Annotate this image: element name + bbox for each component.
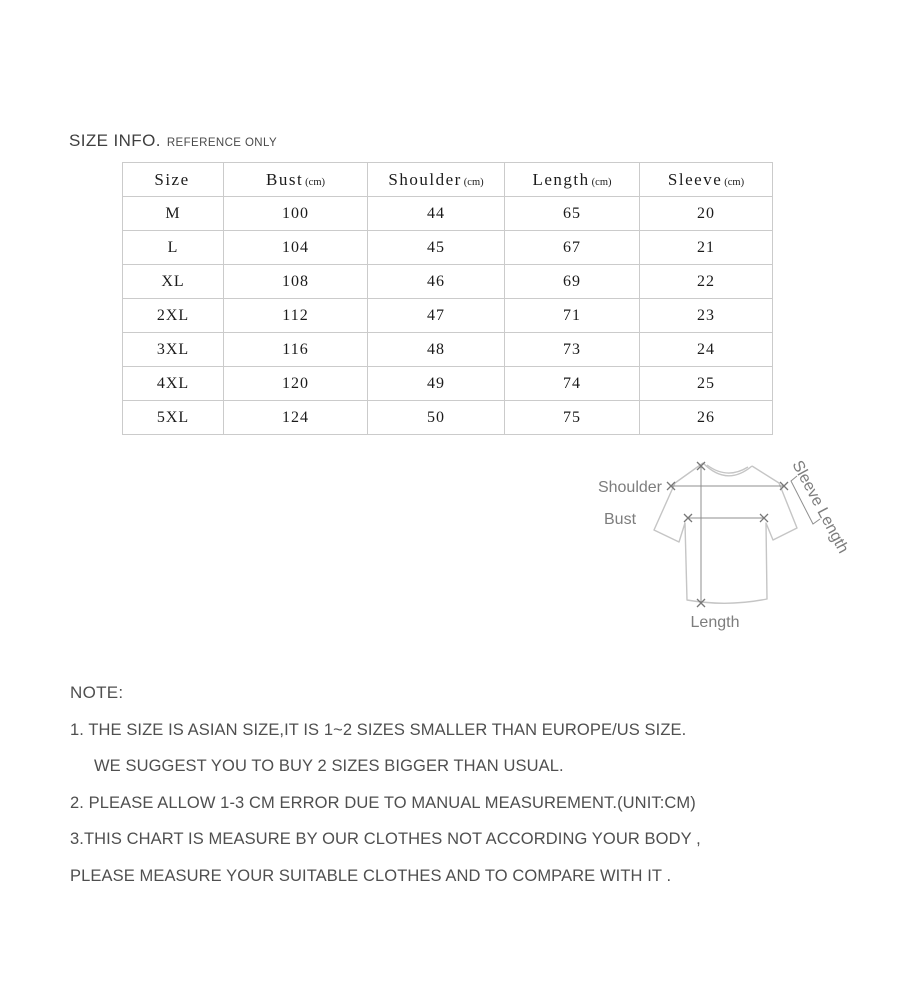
cell-bust: 116 (224, 333, 368, 367)
bust-label: Bust (604, 511, 637, 528)
cell-length: 65 (505, 197, 640, 231)
tshirt-outline-icon (654, 463, 797, 603)
cell-length: 71 (505, 299, 640, 333)
cell-shoulder: 48 (368, 333, 505, 367)
table-row (123, 333, 773, 367)
page-title (69, 131, 277, 151)
shoulder-label: Shoulder (597, 479, 662, 496)
cell-sleeve: 25 (640, 367, 773, 401)
table-row (123, 197, 773, 231)
note-line-1: 1. THE SIZE IS ASIAN SIZE,IT IS 1~2 SIZES SMALLER THAN EUROPE/US SIZE. (70, 721, 687, 739)
table-row (123, 299, 773, 333)
cell-bust: 124 (224, 401, 368, 435)
cell-bust: 104 (224, 231, 368, 265)
cell-sleeve: 20 (640, 197, 773, 231)
col-unit: (cm) (724, 176, 745, 188)
cell-sleeve: 26 (640, 401, 773, 435)
cell-bust: 112 (224, 299, 368, 333)
cell-length: 73 (505, 333, 640, 367)
cell-shoulder: 45 (368, 231, 505, 265)
col-unit: (cm) (463, 176, 484, 188)
cell-shoulder: 44 (368, 197, 505, 231)
cell-bust: 100 (224, 197, 368, 231)
col-label: Size (154, 169, 190, 189)
note-line-3: 2. PLEASE ALLOW 1-3 CM ERROR DUE TO MANUAL MEASUREMENT.(UNIT:CM) (70, 793, 696, 812)
cell-sleeve: 23 (640, 299, 773, 333)
cell-length: 69 (505, 265, 640, 299)
col-label: Length (532, 169, 590, 189)
table-row (123, 265, 773, 299)
cell-length: 74 (505, 367, 640, 401)
cell-length: 75 (505, 401, 640, 435)
note-line-2: WE SUGGEST YOU TO BUY 2 SIZES BIGGER THAN USUAL. (94, 757, 564, 776)
col-label: Bust (265, 169, 304, 189)
col-header-sleeve (640, 163, 773, 197)
size-table (122, 162, 773, 435)
cell-sleeve: 22 (640, 265, 773, 299)
table-header-row (123, 163, 773, 197)
cell-shoulder: 49 (368, 367, 505, 401)
cell-size-label: L (123, 231, 224, 265)
cell-size-label: 2XL (123, 299, 224, 333)
col-unit: (cm) (305, 176, 325, 188)
length-label: Length (690, 614, 740, 631)
col-label: Shoulder (388, 169, 462, 189)
title-text: SIZE INFO. (69, 131, 161, 150)
notes-heading: NOTE: (70, 683, 124, 702)
cell-size-label: 3XL (123, 333, 224, 367)
note-line-4: 3.THIS CHART IS MEASURE BY OUR CLOTHES NOT ACCORDING YOUR BODY , (70, 830, 701, 849)
cell-shoulder: 47 (368, 299, 505, 333)
table-row (123, 231, 773, 265)
note-line-5: PLEASE MEASURE YOUR SUITABLE CLOTHES AND TO COMPARE WITH IT . (70, 866, 672, 885)
col-header-shoulder (368, 163, 505, 197)
cell-size-label: 5XL (123, 401, 224, 435)
col-header-length (505, 163, 640, 197)
col-unit: (cm) (591, 176, 612, 188)
cell-shoulder: 46 (368, 265, 505, 299)
cell-bust: 120 (224, 367, 368, 401)
table-row (123, 401, 773, 435)
col-label: Sleeve (667, 169, 723, 189)
title-subtitle: REFERENCE ONLY (166, 137, 278, 149)
cell-size-label: XL (123, 265, 224, 299)
cell-bust: 108 (224, 265, 368, 299)
table-row (123, 367, 773, 401)
col-header-bust (224, 163, 368, 197)
cell-shoulder: 50 (368, 401, 505, 435)
measurement-lines (671, 466, 820, 603)
cell-size-label: M (123, 197, 224, 231)
notes-section (70, 674, 885, 894)
col-header-size (123, 163, 224, 197)
cell-sleeve: 24 (640, 333, 773, 367)
cell-sleeve: 21 (640, 231, 773, 265)
cell-length: 67 (505, 231, 640, 265)
tshirt-measurement-diagram (595, 438, 895, 648)
sleeve-length-label: Sleeve Length (788, 457, 852, 557)
cell-size-label: 4XL (123, 367, 224, 401)
